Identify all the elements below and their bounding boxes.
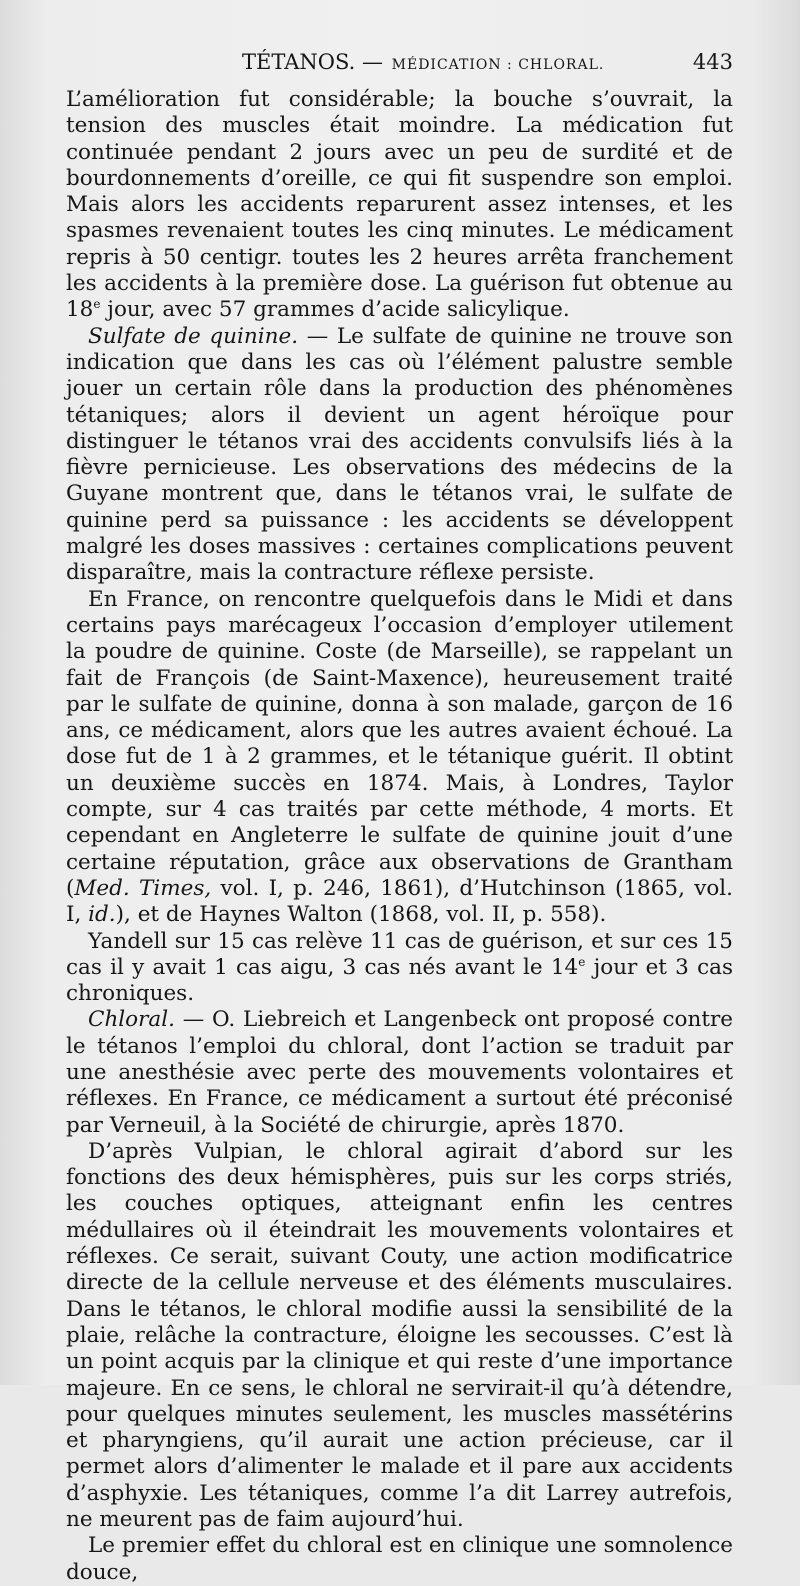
superscript: e	[93, 297, 101, 312]
paragraph-yandell	[66, 929, 733, 1008]
superscript: e	[578, 954, 586, 969]
paragraph-text: D’après Vulpian, le chloral agirait d’abord sur les fonctions des deux hémisphères, puis sur les corps striés, les couches optiques, atteignant enfin les centres médullaires où il éteindrait les mouvements volontaires et réflexes. Ce serait, suivant Couty, une action modificatrice directe de la cellule nerveuse et des éléments musculaires. Dans le tétanos, le chloral modifie aussi la sensibilité de la plaie, relâche la contracture, éloigne les secousses. C’est là un point acquis par la clinique et qui reste d’une importance majeure. En ce sens, le chloral ne servirait-il qu’à détendre, pour quelques minutes seulement, les muscles massétérins et pharyngiens, qu’il aurait une action précieuse, car il permet alors d’alimenter le malade et il pare aux accidents d’asphyxie. Les tétaniques, comme l’a dit Larrey autrefois, ne meurent pas de faim aujourd’hui.	[66, 1138, 733, 1533]
paragraph-text: L’amélioration fut considérable; la bouche s’ouvrait, la tension des muscles était moindre. La médication fut continuée pendant 2 jours avec un peu de surdité et de bourdonnements d’oreille, ce qui fit suspendre son emploi. Mais alors les accidents reparurent assez intenses, et les spasmes revenaient toutes les cinq minutes. Le médicament repris à 50 centigr. toutes les 2 heures arrêta franchement les accidents à la première dose. La guérison fut obtenue au 18	[66, 87, 733, 323]
header-separator: —	[361, 50, 383, 74]
paragraph-text: vol. I, p. 246, 1861), d’Hutchinson (1865, vol. I,	[66, 875, 733, 928]
paragraph-text: ), et de Haynes Walton (1868, vol. II, p. 558).	[115, 902, 607, 928]
paragraph-text: Yandell sur 15 cas relève 11 cas de guérison, et sur ces 15 cas il y avait 1 cas aigu, 3 cas nés avant le 14	[66, 928, 733, 980]
paragraph-text: — Le sulfate de quinine ne trouve son indication que dans les cas où l’élément palustre semble jouer un certain rôle dans la production des phénomènes tétaniques; alors il devient un agent héroïque pour distinguer le tétanos vrai des accidents convulsifs liés à la fièvre pernicieuse. Les observations des médecins de la Guyane montrent que, dans le tétanos vrai, le sulfate de quinine perd sa puissance : les accidents se développent malgré les doses massives : certaines complications peuvent disparaître, mais la contracture réflexe persiste.	[66, 323, 733, 586]
paragraph-chloral	[66, 1007, 733, 1138]
paragraph-text: En France, on rencontre quelquefois dans le Midi et dans certains pays marécageux l’occasion d’employer utilement la poudre de quinine. Coste (de Marseille), se rappelant un fait de François (de Saint-Maxence), heureusement traité par le sulfate de quinine, donna à son malade, garçon de 16 ans, ce médicament, alors que les autres avaient échoué. La dose fut de 1 à 2 grammes, et le tétanique guérit. Il obtint un deuxième succès en 1874. Mais, à Londres, Taylor compte, sur 4 cas traités par cette méthode, 4 morts. Et cependant en Angleterre le sulfate de quinine jouit d’une certaine réputation, grâce aux observations de Grantham (	[66, 586, 733, 901]
running-title	[242, 46, 606, 81]
paragraph-sulfate-quinine	[66, 324, 733, 587]
section-heading-chloral: Chloral.	[88, 1007, 175, 1033]
paragraph-text: jour, avec 57 grammes d’acide salicylique.	[100, 297, 570, 323]
journal-citation: Med. Times,	[74, 875, 212, 901]
paragraph-salicylate-result	[66, 87, 733, 324]
paragraph-text: — O. Liebreich et Langenbeck ont proposé contre le tétanos l’emploi du chloral, dont l’action se traduit par une anesthésie avec perte des mouvements volontaires et réflexes. En France, ce médicament a surtout été préconisé par Verneuil, à la Société de chirurgie, après 1870.	[66, 1007, 733, 1138]
paragraph-text: jour et 3 cas chroniques.	[66, 954, 733, 1007]
page-number: 443	[692, 50, 733, 74]
running-header	[66, 46, 733, 78]
citation-ibid: id.	[88, 902, 116, 928]
paragraph-vulpian	[66, 1139, 733, 1533]
paragraph-france-quinine	[66, 587, 733, 929]
paragraph-text: Le premier effet du chloral est en clinique une somnolence douce,	[66, 1533, 733, 1585]
header-title: TÉTANOS.	[242, 50, 356, 74]
section-heading-sulfate-quinine: Sulfate de quinine.	[88, 323, 299, 349]
body-text	[66, 87, 733, 1586]
paragraph-first-effect	[66, 1533, 733, 1586]
header-subtitle: MÉDICATION : CHLORAL.	[391, 57, 605, 73]
